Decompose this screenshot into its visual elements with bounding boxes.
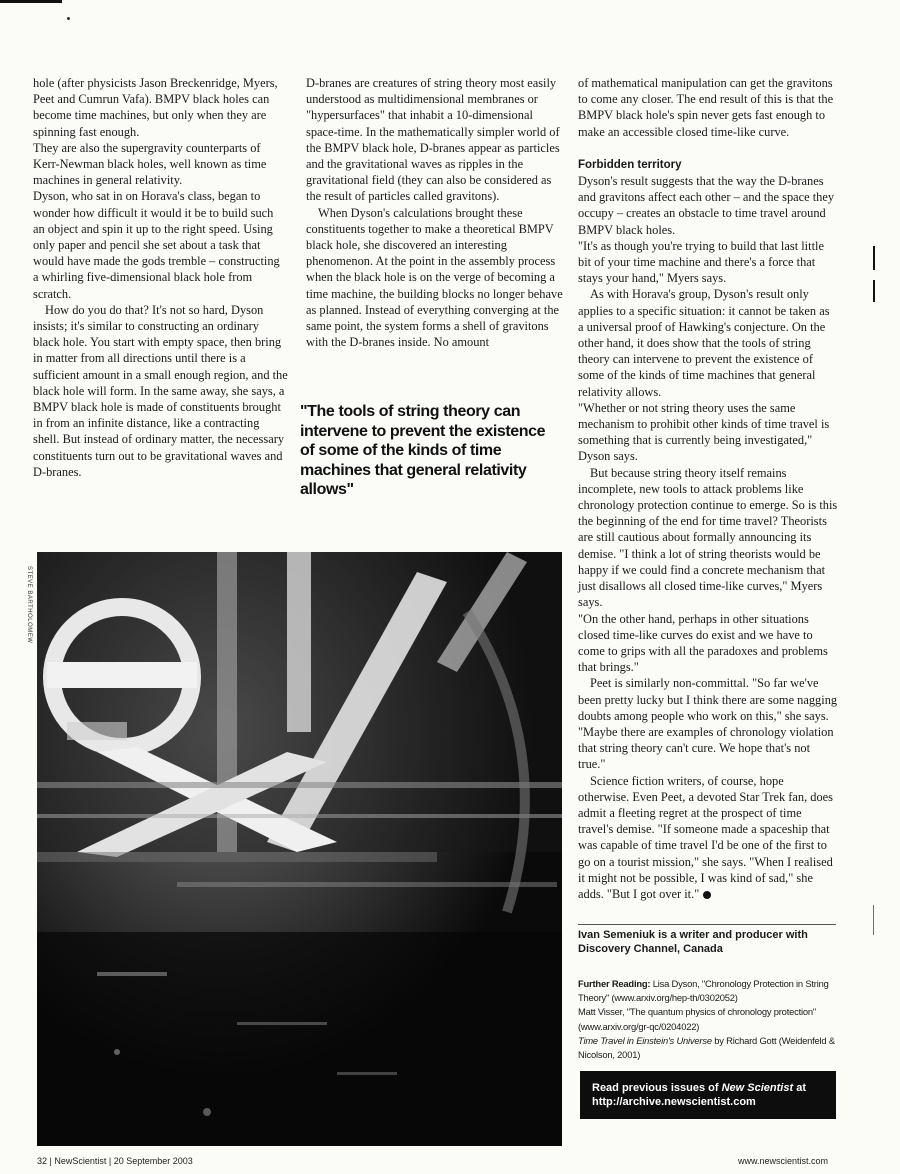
further-reading-text: Lisa Dyson, "Chronology Protection in String Theory" (www.arxiv.org/hep-th/0302052) (578, 978, 829, 1004)
final-paragraph-text: Science fiction writers, of course, hope otherwise. Even Peet, a devoted Star Trek fan, does admit a fleeting regret at the prospect of time travel's demise. "If someone made a spaceship that was capable of time travel I'd be one of the first to go on a tourist mission," she says. "When I realised it might not be possible, I was kind of sad," she adds. "But I got over it." (578, 773, 833, 901)
paragraph: They are also the supergravity counterparts of Kerr-Newman black holes, well known as time machines in general relativity. (33, 140, 267, 188)
author-bio: Ivan Semeniuk is a writer and producer with Discovery Channel, Canada (578, 929, 808, 955)
photo-credit-text: STEVE BARTHOLOMEW (26, 566, 32, 644)
archive-url[interactable]: http://archive.newscientist.com (592, 1096, 756, 1108)
article-column-2 (306, 75, 564, 350)
paragraph: of mathematical manipulation can get the gravitons to come any closer. The end result of this is that the BMPV black hole's spin never gets fast enough to make an accessible closed time-like curve. (578, 76, 834, 139)
book-title: Time Travel in Einstein's Universe (578, 1034, 712, 1046)
scan-mark (873, 280, 875, 302)
further-reading-label: Further Reading: (578, 978, 651, 989)
footer-website: www.newscientist.com (738, 1156, 829, 1166)
paragraph: How do you do that? It's not so hard, Dyson insists; it's similar to constructing an ordinary black hole. You start with empty space, then bring in matter from all directions until there is a sufficient amount in a small enough region, and the black hole will form. In the same away, she says, a BMPV black hole is made of constituents brought in from an infinite distance, like a contracting shell. But instead of ordinary matter, the necessary constituents turn out to be gravitational waves and D-branes. (33, 302, 288, 479)
photo-credit (22, 566, 34, 644)
paragraph: When Dyson's calculations brought these constituents together to make a theoretical BMPV black hole, she discovered an interesting phenomenon. At the point in the assembly process when the black hole is on the verge of becoming a time machine, the building blocks no longer behave as planned. Instead of everything converging at the same point, the system forms a shell of gravitons with the D-branes inside. No amount (306, 205, 563, 350)
divider (578, 924, 836, 925)
paragraph (578, 773, 838, 903)
paragraph: "On the other hand, perhaps in other situations closed time-like curves do exist and we have to come to grips with all the paradoxes and problems that brings." (578, 611, 828, 675)
further-reading (578, 977, 838, 1062)
paragraph: D-branes are creatures of string theory most easily understood as multidimensional membranes or "hypersurfaces" that inhabit a 10-dimensional space-time. In the mathematically simpler world of the BMPV black hole, D-branes appear as particles and the gravitational waves as ripples in the gravitational field (they can also be considered as the result of particles called gravitons). (306, 76, 560, 204)
article-column-1 (33, 75, 288, 480)
archive-text-end: at (793, 1082, 806, 1094)
archive-box (580, 1071, 836, 1119)
footer-folio: 32 | NewScientist | 20 September 2003 (37, 1156, 193, 1166)
section-subhead: Forbidden territory (578, 158, 682, 171)
scan-mark (873, 905, 874, 935)
paragraph: "Whether or not string theory uses the same mechanism to prohibit other kinds of time travel is something that is currently being investigated," Dyson says. (578, 400, 830, 464)
magazine-name: New Scientist (721, 1082, 794, 1094)
paragraph: As with Horava's group, Dyson's result only applies to a specific situation: it cannot be taken as a universal proof of Hawking's conjecture. On the other hand, it does show that the tools of string theory can intervene to prevent the existence of some of the kinds of time machines that general relativity allows. (578, 287, 830, 399)
paragraph: Peet is similarly non-committal. "So far we've been pretty lucky but I think there are some nagging doubts among people who work on this," she says. "Maybe there are examples of chronology violation that string theory can't cure. We hope that's not true." (578, 676, 838, 772)
scan-dot (67, 17, 70, 20)
archive-text: Read previous issues of (592, 1082, 722, 1094)
top-rule (0, 0, 62, 3)
further-reading-item (578, 1034, 838, 1062)
further-reading-item: Matt Visser, "The quantum physics of chronology protection" (www.arxiv.org/gr-qc/0204022) (578, 1006, 817, 1032)
end-mark-icon (703, 891, 711, 899)
paragraph: Dyson's result suggests that the way the D-branes and gravitons affect each other – and the space they occupy – creates an obstacle to time travel around BMPV black holes. (578, 174, 835, 237)
article-column-3 (578, 75, 838, 902)
feature-photo (37, 552, 562, 1146)
pull-quote: "The tools of string theory can intervene to prevent the existence of some of the kinds of time machines that general relativity allows" (300, 403, 546, 498)
paragraph: "It's as though you're trying to build that last little bit of your time machine and there's a force that stays your hand," Myers says. (578, 238, 824, 286)
scan-mark (873, 246, 875, 270)
abstract-photo-graphic (37, 552, 562, 1146)
paragraph: hole (after physicists Jason Breckenridge, Myers, Peet and Cumrun Vafa). BMPV black holes can become time machines, but only when they are spinning fast enough. (33, 76, 278, 139)
paragraph: Dyson, who sat in on Horava's class, began to wonder how difficult it would it be to build such an object and spin it up to the right speed. Using only paper and pencil she set about a task that would have made the gods tremble – constructing a whirling five-dimensional black hole from scratch. (33, 189, 280, 301)
book-details: by Richard Gott (Weidenfeld & Nicolson, 2001) (578, 1034, 835, 1061)
archive-line (592, 1081, 824, 1095)
paragraph: But because string theory itself remains incomplete, new tools to attack problems like chronology protection continue to emerge. So is this the beginning of the end for time travel? Theorists are still cautious about formally announcing its demise. "I think a lot of string theorists would be happy if we could find a concrete mechanism that just disallows all closed time-like curves," Myers says. (578, 465, 838, 610)
further-reading-item (578, 977, 838, 1005)
